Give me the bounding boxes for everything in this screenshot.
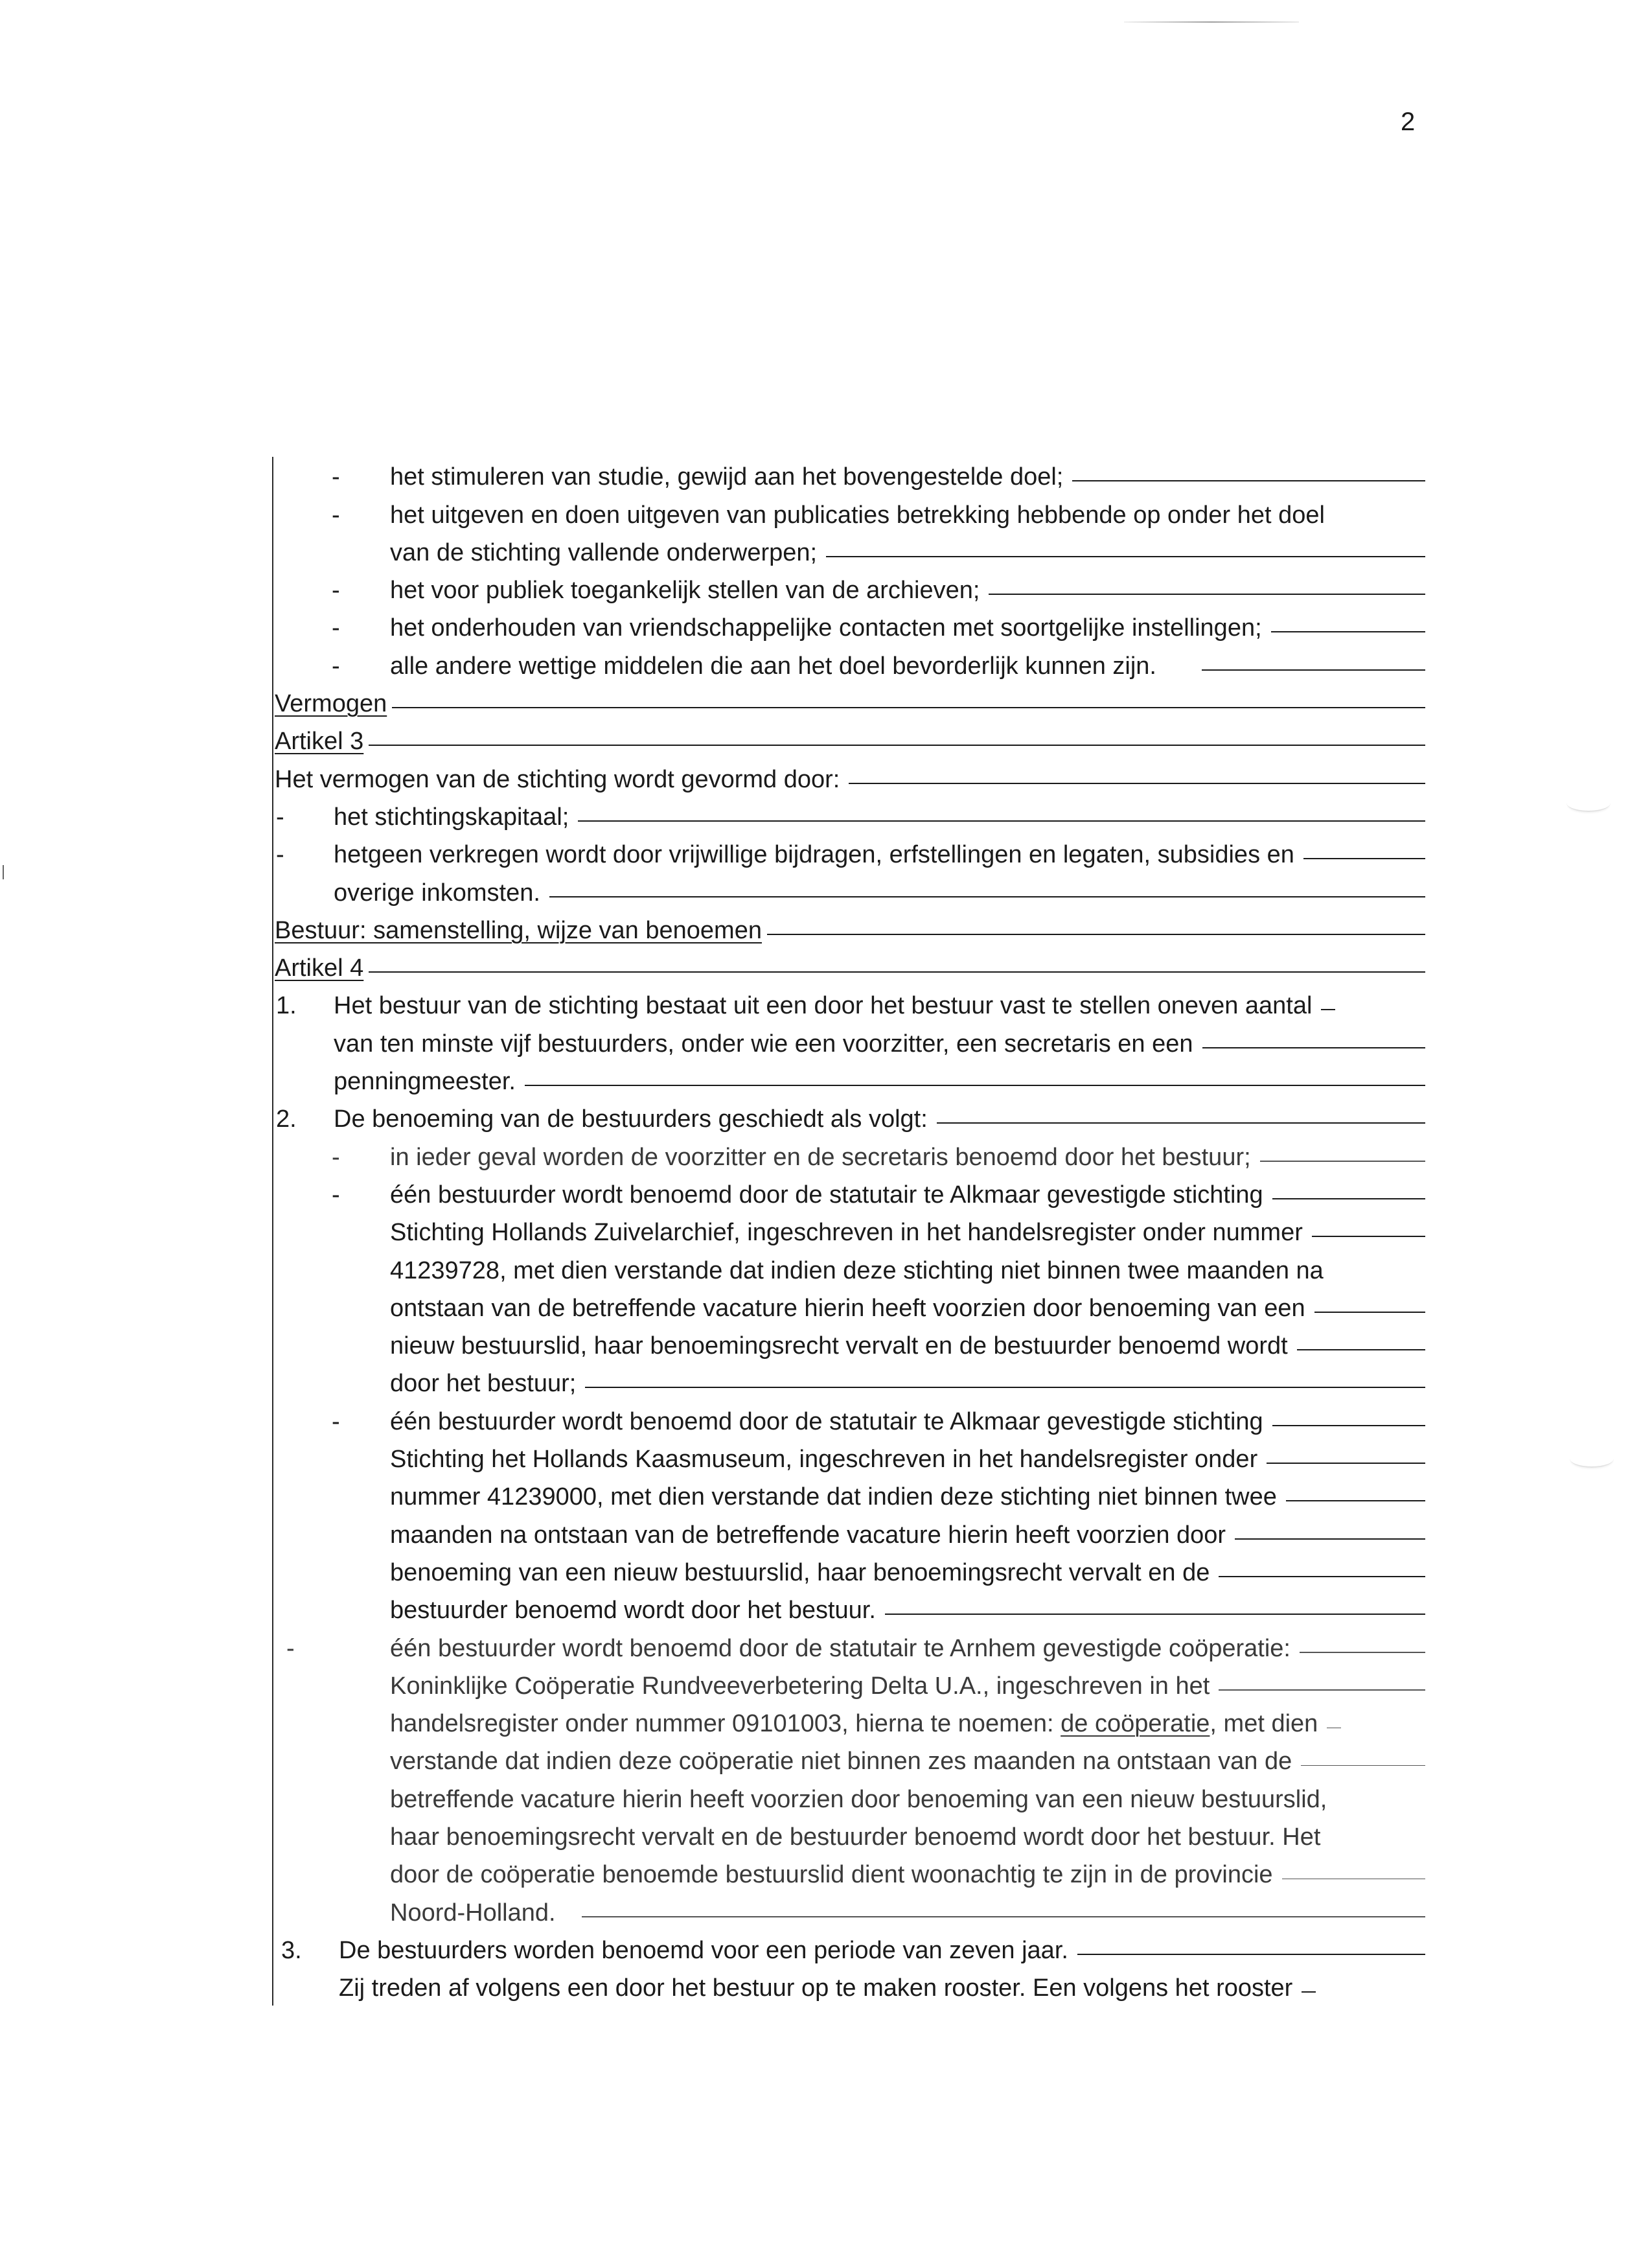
list-item-continuation [272, 529, 1425, 567]
list-item-text: maanden na ontstaan van de betreffende vacature hierin heeft voorzien door [390, 1521, 1226, 1549]
fill-line [885, 1614, 1425, 1615]
list-item-continuation [272, 1700, 1425, 1738]
list-item [272, 454, 1425, 491]
fill-line [1303, 858, 1425, 859]
fill-line [1302, 1991, 1316, 1993]
section-heading-text: Vermogen [275, 690, 387, 718]
list-item-text: bestuurder benoemd wordt door het bestuur. [390, 1597, 876, 1625]
fill-line [1077, 1954, 1425, 1955]
list-item [272, 1133, 1425, 1171]
fill-line [369, 971, 1425, 973]
list-marker: - [276, 841, 284, 869]
fill-line [849, 783, 1425, 784]
list-marker: - [276, 803, 284, 831]
section-heading-bestuur [272, 907, 1425, 945]
list-item-continuation [272, 1436, 1425, 1474]
list-item-text: het uitgeven en doen uitgeven van publicaties betrekking hebbende op onder het doel [390, 501, 1325, 529]
numbered-paragraph [272, 982, 1425, 1020]
paragraph-text: Het vermogen van de stichting wordt gevormd door: [275, 765, 840, 793]
fill-line [1272, 1425, 1425, 1426]
list-item-continuation [272, 1474, 1425, 1511]
article-heading-text: Artikel 3 [275, 728, 364, 756]
fill-line [369, 745, 1425, 746]
list-item-continuation [272, 1549, 1425, 1587]
list-item-continuation [272, 1587, 1425, 1625]
list-marker: - [332, 652, 340, 680]
fill-line [1321, 1009, 1335, 1010]
list-item-continuation [272, 1247, 1425, 1284]
fill-line [1202, 1047, 1426, 1048]
paragraph-text: van ten minste vijf bestuurders, onder wie een voorzitter, een secretaris en een [334, 1030, 1193, 1058]
list-item-text-after-term: , met dien [1210, 1710, 1318, 1738]
list-item-text: één bestuurder wordt benoemd door de statutair te Alkmaar gevestigde stichting [390, 1407, 1263, 1435]
fill-line [1219, 1689, 1425, 1691]
list-item-text: van de stichting vallende onderwerpen; [390, 538, 818, 566]
list-marker: - [332, 1407, 340, 1435]
fill-line [525, 1085, 1425, 1086]
list-item-continuation [272, 1323, 1425, 1360]
list-item-text: het onderhouden van vriendschappelijke contacten met soortgelijke instellingen; [390, 614, 1262, 642]
fill-line [1314, 1312, 1425, 1313]
list-item-continuation [272, 1511, 1425, 1549]
list-item-text: nieuw bestuurslid, haar benoemingsrecht vervalt en de bestuurder benoemd wordt [390, 1332, 1288, 1360]
numbered-paragraph [272, 1927, 1425, 1965]
list-item-continuation [272, 1814, 1425, 1851]
fill-line [989, 594, 1425, 595]
paragraph-number: 3. [281, 1936, 302, 1964]
list-item-continuation [272, 1285, 1425, 1323]
fill-line [1202, 669, 1425, 671]
list-marker: - [332, 577, 340, 605]
list-item [272, 831, 1425, 869]
list-item-text: ontstaan van de betreffende vacature hierin heeft voorzien door benoeming van een [390, 1294, 1305, 1322]
list-item-continuation [272, 1776, 1425, 1813]
fill-line [392, 707, 1425, 708]
list-item-text: haar benoemingsrecht vervalt en de bestuurder benoemd wordt door het bestuur. Het [390, 1823, 1321, 1851]
list-marker: - [332, 1143, 340, 1171]
list-item-text: het stichtingskapitaal; [334, 803, 569, 831]
article-heading-text: Artikel 4 [275, 955, 364, 982]
list-item [272, 1625, 1425, 1662]
list-item-text: Stichting Hollands Zuivelarchief, ingeschreven in het handelsregister onder nummer [390, 1219, 1303, 1247]
list-item-text: overige inkomsten. [334, 879, 540, 907]
section-heading-text: Bestuur: samenstelling, wijze van benoemen [275, 916, 762, 944]
list-item [272, 1398, 1425, 1435]
list-marker: - [286, 1634, 295, 1662]
fill-line [1282, 1879, 1425, 1880]
fill-line [1301, 1765, 1425, 1766]
fill-line [1267, 1463, 1425, 1464]
list-item-text: betreffende vacature hierin heeft voorzien door benoeming van een nieuw bestuurslid, [390, 1785, 1327, 1813]
paragraph [272, 756, 1425, 793]
fill-line [549, 896, 1425, 897]
fill-line [1271, 631, 1425, 632]
list-item-text: Noord-Holland. [390, 1899, 556, 1927]
list-item-text: het voor publiek toegankelijk stellen van de archieven; [390, 577, 980, 605]
page-number: 2 [1401, 108, 1416, 136]
fill-line [1327, 1728, 1341, 1729]
paragraph-continuation [272, 1058, 1425, 1096]
scan-artifact-line [1124, 21, 1299, 23]
fill-line [1235, 1538, 1425, 1540]
list-item-text: Koninklijke Coöperatie Rundveeverbetering Delta U.A., ingeschreven in het [390, 1672, 1210, 1700]
list-item-continuation [272, 1889, 1425, 1927]
list-item-continuation [272, 1851, 1425, 1889]
numbered-paragraph [272, 1096, 1425, 1133]
list-item-text: nummer 41239000, met dien verstande dat indien deze stichting niet binnen twee [390, 1483, 1277, 1511]
list-item-text: Stichting het Hollands Kaasmuseum, ingeschreven in het handelsregister onder [390, 1446, 1258, 1474]
article-heading-4 [272, 945, 1425, 982]
list-item-text: 41239728, met dien verstande dat indien deze stichting niet binnen twee maanden na [390, 1256, 1324, 1284]
paragraph-text: penningmeester. [334, 1068, 516, 1096]
punch-hole-mark [1566, 794, 1611, 812]
paragraph-text: Het bestuur van de stichting bestaat uit een door het bestuur vast te stellen oneven aantal [334, 992, 1313, 1020]
list-marker: - [332, 501, 340, 529]
fill-line [1072, 480, 1425, 481]
list-item [272, 605, 1425, 642]
paragraph-continuation [272, 1020, 1425, 1058]
defined-term: de coöperatie [1061, 1710, 1210, 1738]
document-body [272, 454, 1425, 2002]
list-item [272, 794, 1425, 831]
list-marker: - [332, 463, 340, 491]
list-item [272, 642, 1425, 680]
list-item-text: door het bestuur; [390, 1370, 577, 1398]
list-item [272, 491, 1425, 529]
section-heading-vermogen [272, 680, 1425, 718]
fill-line [1286, 1500, 1425, 1501]
list-item-text: verstande dat indien deze coöperatie niet binnen zes maanden na ontstaan van de [390, 1748, 1292, 1776]
paragraph-text: Zij treden af volgens een door het bestuur op te maken rooster. Een volgens het rooster [339, 1974, 1293, 2002]
fill-line [1297, 1349, 1425, 1350]
list-item-text: handelsregister onder nummer 09101003, hierna te noemen: [390, 1710, 1054, 1738]
paragraph-text: De bestuurders worden benoemd voor een periode van zeven jaar. [339, 1936, 1068, 1964]
fill-line [582, 1916, 1425, 1917]
list-item-continuation [272, 1738, 1425, 1776]
fill-line [937, 1122, 1425, 1124]
fill-line [826, 556, 1425, 557]
fill-line [1260, 1161, 1425, 1162]
fill-line [767, 934, 1425, 935]
fill-line [578, 820, 1425, 822]
fill-line [1300, 1652, 1425, 1653]
list-item-continuation [272, 1360, 1425, 1398]
paragraph-continuation [272, 1965, 1425, 2002]
paragraph-number: 1. [276, 992, 297, 1020]
list-item-text: alle andere wettige middelen die aan het doel bevorderlijk kunnen zijn. [390, 652, 1156, 680]
list-item-text: in ieder geval worden de voorzitter en de secretaris benoemd door het bestuur; [390, 1143, 1251, 1171]
fill-line [585, 1387, 1425, 1388]
list-item-text: door de coöperatie benoemde bestuurslid dient woonachtig te zijn in de provincie [390, 1861, 1273, 1889]
list-item-text: hetgeen verkregen wordt door vrijwillige bijdragen, erfstellingen en legaten, subsidies en [334, 841, 1294, 869]
fill-line [1219, 1576, 1425, 1577]
list-item-continuation [272, 1209, 1425, 1247]
list-item [272, 567, 1425, 605]
paragraph-number: 2. [276, 1105, 297, 1133]
list-marker: - [332, 614, 340, 642]
article-heading-3 [272, 718, 1425, 756]
scan-edge-mark [3, 865, 4, 879]
list-item-continuation [272, 1663, 1425, 1700]
list-item-text: het stimuleren van studie, gewijd aan het bovengestelde doel; [390, 463, 1064, 491]
list-item-text: één bestuurder wordt benoemd door de statutair te Arnhem gevestigde coöperatie: [390, 1634, 1291, 1662]
fill-line [1272, 1198, 1425, 1199]
paragraph-text: De benoeming van de bestuurders geschiedt als volgt: [334, 1105, 928, 1133]
fill-line [1312, 1236, 1425, 1237]
list-item-text: benoeming van een nieuw bestuurslid, haar benoemingsrecht vervalt en de [390, 1558, 1210, 1586]
punch-hole-mark [1570, 1450, 1614, 1468]
list-item-text: één bestuurder wordt benoemd door de statutair te Alkmaar gevestigde stichting [390, 1181, 1263, 1209]
list-item-continuation [272, 869, 1425, 907]
list-item [272, 1172, 1425, 1209]
list-marker: - [332, 1181, 340, 1209]
